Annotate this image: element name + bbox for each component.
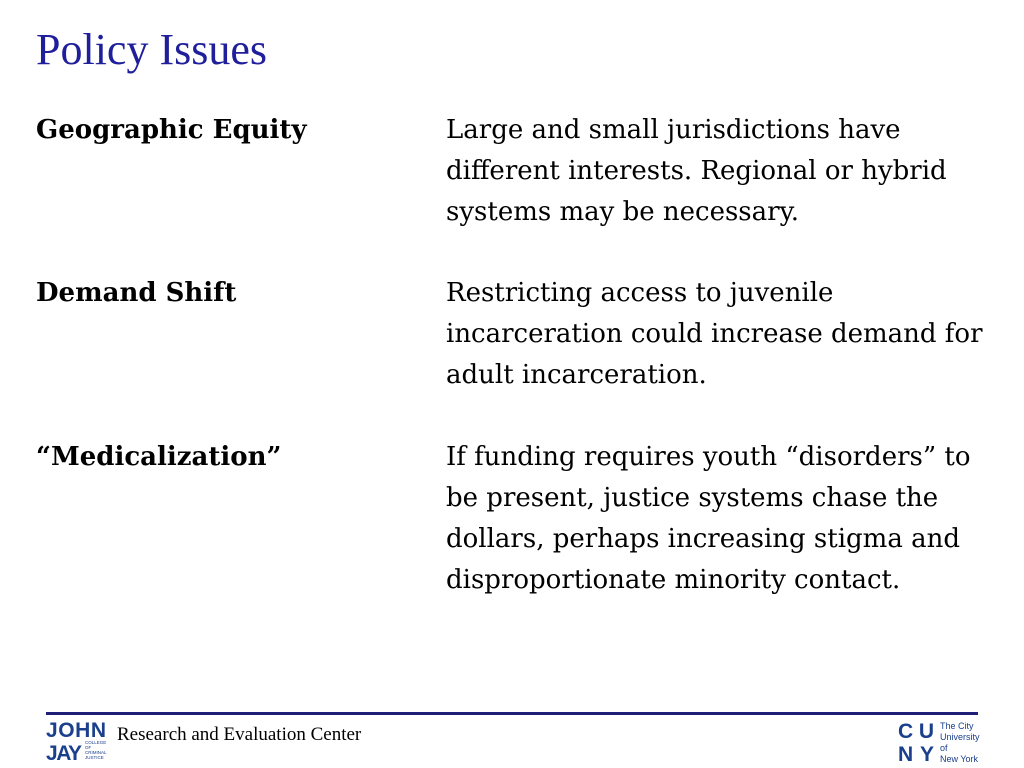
issue-label-medicalization: “Medicalization”	[36, 442, 282, 472]
logo-jay-text: JAY	[46, 742, 82, 764]
logo-sub-criminal: CRIMINAL	[85, 750, 107, 755]
logo-line-new-york: New York	[940, 754, 979, 764]
logo-ny-text: NY	[898, 743, 934, 764]
issue-description-geographic-equity: Large and small jurisdictions have different interests. Regional or hybrid systems may be necessary.	[446, 115, 947, 227]
logo-line-university: University	[940, 732, 980, 742]
issue-description-demand-shift: Restricting access to juvenile incarceration could increase demand for adult incarceration.	[446, 278, 983, 390]
logo-sub-college: COLLEGE	[85, 740, 107, 745]
logo-line-the-city: The City	[940, 721, 974, 731]
page-title: Policy Issues	[36, 25, 267, 74]
logo-sub-of: OF	[85, 745, 92, 750]
logo-cu-text: CU	[898, 720, 934, 743]
john-jay-logo	[46, 718, 110, 764]
issue-label-demand-shift: Demand Shift	[36, 278, 237, 308]
issue-label-geographic-equity: Geographic Equity	[36, 115, 307, 145]
logo-john-text: JOHN	[46, 719, 106, 742]
logo-sub-justice: JUSTICE	[85, 755, 104, 760]
footer-divider	[46, 712, 978, 715]
logo-line-of: of	[940, 743, 948, 753]
footer-center-name: Research and Evaluation Center	[117, 724, 362, 745]
issue-description-medicalization: If funding requires youth “disorders” to be present, justice systems chase the dollars, perhaps increasing stigma and disproportionate minority contact.	[446, 442, 971, 595]
cuny-logo	[898, 718, 988, 764]
